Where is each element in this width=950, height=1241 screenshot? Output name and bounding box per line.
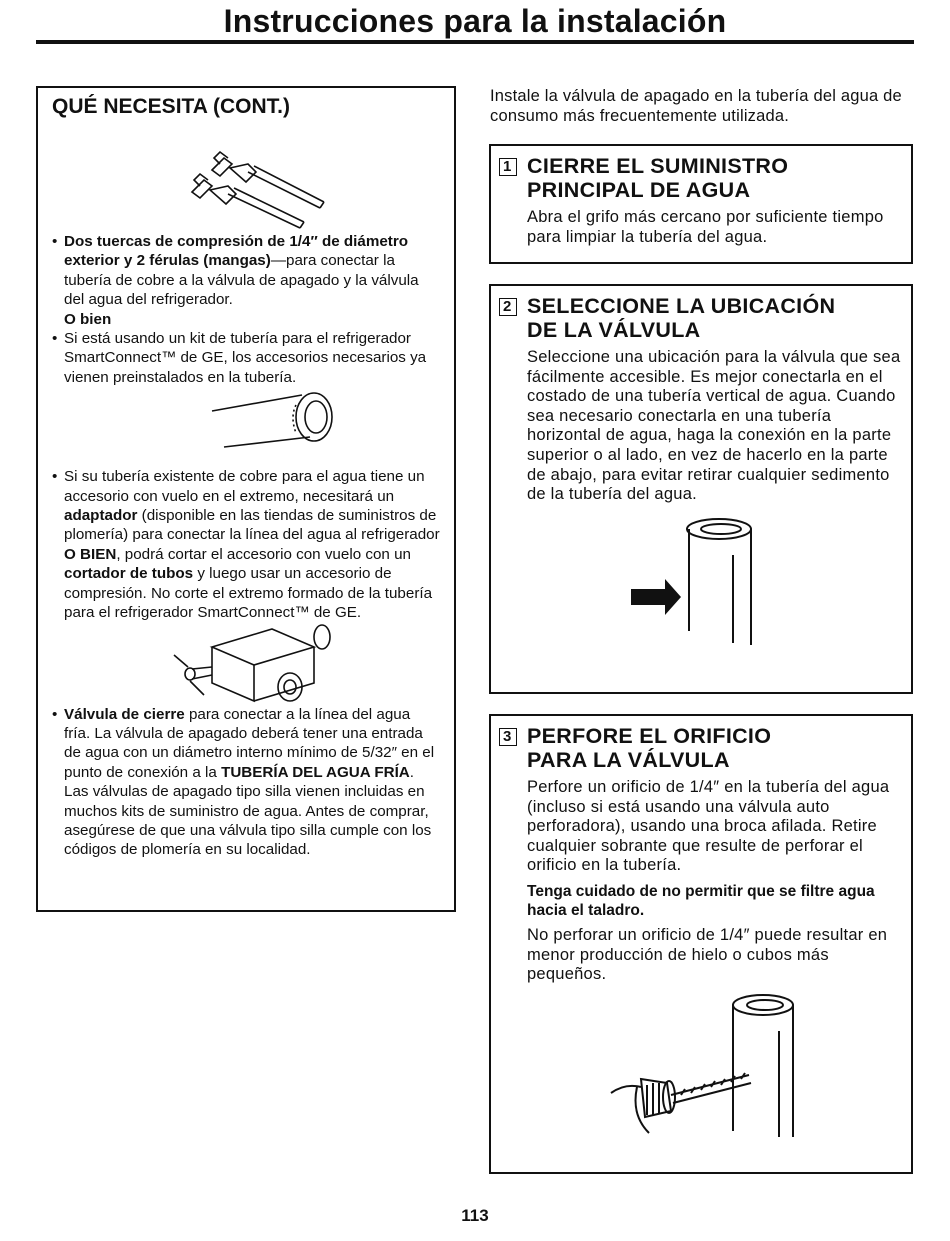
- page-number: 113: [461, 1206, 489, 1225]
- flared-tube-icon: [52, 387, 440, 467]
- step-2-box: [489, 284, 913, 694]
- compression-fittings-icon: [52, 120, 440, 232]
- what-you-need-box: [36, 86, 456, 912]
- step-title: SELECCIONE LA UBICACIÓN DE LA VÁLVULA: [527, 294, 836, 342]
- step-body: Seleccione una ubicación para la válvula que sea fácilmente accesible. Es mejor conectarla en el costado de una tubería vertical de agua. Cuando sea necesario conectarla en una tubería horizontal de agua, haga la conexión en la parte superior o al lado, en vez de hacerlo en la parte de abajo, para evitar retirar cualquier sedimento de la tubería del agua.: [527, 348, 901, 504]
- step-3-box: [489, 714, 913, 1174]
- step-number-box: 2: [499, 298, 517, 316]
- step-number-box: 1: [499, 158, 517, 176]
- list-item: • Válvula de cierre para conectar a la línea del agua fría. La válvula de apagado deberá tener una entrada de agua con un diámetro interno mínimo de 5/32″ en el punto de conexión a la TUBERÍA DEL AGUA FRÍA. Las válvulas de apagado tipo silla vienen incluidas en muchos kits de suministro de agua. Antes de comprar, asegúrese de que una válvula tipo silla cumple con los códigos de plomería en su localidad.: [52, 705, 435, 859]
- intro-text: Instale la válvula de apagado en la tubería del agua de consumo más frecuentemente utilizada.: [490, 87, 902, 125]
- list-item: • Dos tuercas de compresión de 1/4″ de diámetro exterior y 2 férulas (mangas)—para conectar la tubería de cobre a la válvula de apagado y la válvula del agua del refrigerador. O bien: [52, 233, 419, 328]
- step-body: Abra el grifo más cercano por suficiente tiempo para limpiar la tubería del agua.: [527, 208, 884, 246]
- title-rule: [36, 40, 914, 44]
- step-warning: Tenga cuidado de no permitir que se filtre agua hacia el taladro.: [527, 882, 875, 919]
- list-item: • Si su tubería existente de cobre para el agua tiene un accesorio con vuelo en el extremo, necesitará un adaptador (disponible en las tiendas de suministros de plomería) para conectar la línea del agua al refrigerador O BIEN, podrá cortar el accesorio con vuelo con un cortador de tubos y luego usar un accesorio de compresión. No corte el extremo formado de la tubería para el refrigerador SmartConnect™ de GE.: [52, 468, 440, 622]
- list-item: • Si está usando un kit de tubería para el refrigerador SmartConnect™ de GE, los accesorios necesarios ya vienen preinstalados en la tubería.: [52, 330, 427, 386]
- step-body: Perfore un orificio de 1/4″ en la tubería del agua (incluso si está usando una válvula auto perforadora), usando una broca afilada. Retire cualquier sobrante que resulte de perforar el orificio en la tubería.: [527, 778, 890, 875]
- shutoff-valve-icon: [52, 623, 440, 705]
- vertical-pipe-arrow-icon: [501, 511, 901, 649]
- drill-pipe-icon: [501, 991, 901, 1141]
- step-1-box: [489, 144, 913, 264]
- page-title: Instrucciones para la instalación: [223, 3, 727, 39]
- step-title: PERFORE EL ORIFICIO PARA LA VÁLVULA: [527, 724, 772, 772]
- step-number-box: 3: [499, 728, 517, 746]
- step-note: No perforar un orificio de 1/4″ puede resultar en menor producción de hielo o cubos más pequeños.: [527, 925, 888, 984]
- section-heading: QUÉ NECESITA (CONT.): [52, 95, 291, 118]
- step-title: CIERRE EL SUMINISTRO PRINCIPAL DE AGUA: [527, 154, 789, 202]
